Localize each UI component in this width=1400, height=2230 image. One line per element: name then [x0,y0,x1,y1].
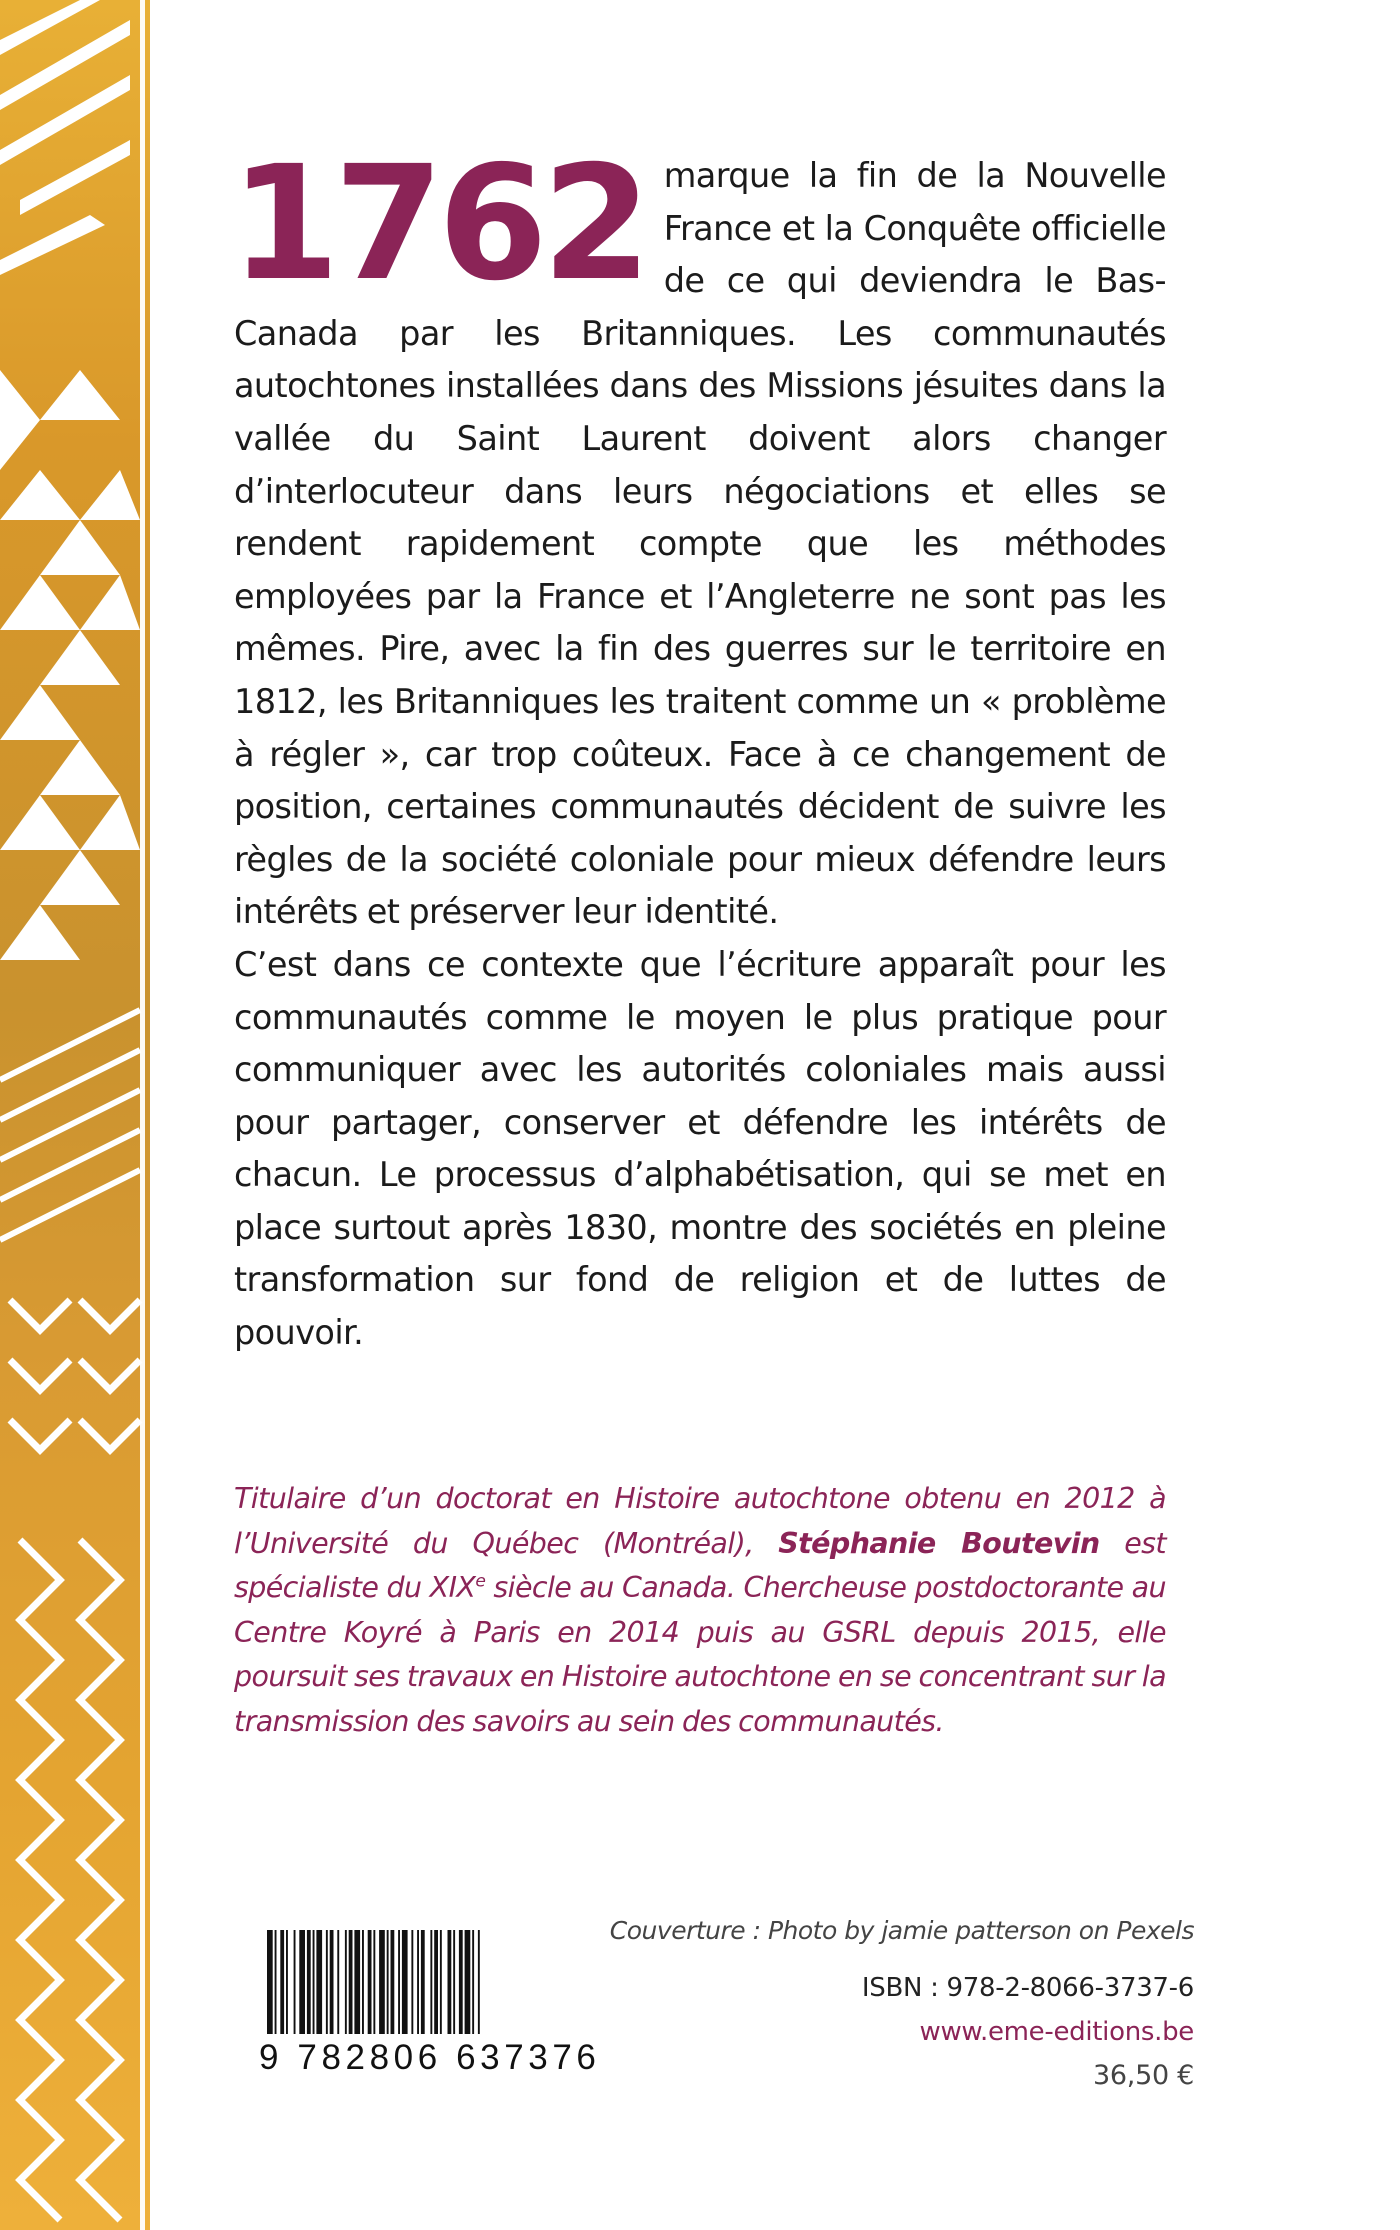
barcode-bar [472,1930,474,2034]
summary-text [230,132,1166,1360]
barcode-bar [453,1930,455,2034]
barcode-bar [299,1930,305,2034]
barcode-bar [326,1930,328,2034]
barcode-icon [259,1930,559,2040]
barcode-bar [330,1930,334,2034]
barcode-bar [448,1930,452,2034]
barcode-bar [294,1930,296,2034]
barcode-bar [465,1930,471,2034]
barcode-bar [379,1930,385,2034]
barcode-bar [434,1930,438,2034]
barcode-bar [430,1930,432,2034]
summary-paragraph-2: C’est dans ce contexte que l’écriture apparaît pour les communautés comme le moyen le plus pratique pour communiquer avec les autorités coloniales mais aussi pour partager, conserver et défendre les intérêts de chacun. Le processus d’alphabétisation, qui se met en place surtout après 1830, montre des sociétés en pleine transformation sur fond de religion et de luttes de pouvoir. [234,944,1166,1353]
author-bio [234,1477,1166,1745]
barcode-bar [387,1930,389,2034]
bio-text-end: siècle au Canada. Chercheuse postdoctorante au Centre Koyré à Paris en 2014 puis au GSRL depuis 2015, elle poursuit ses travaux en Histoire autochtone en se concentrant sur la transmission des savoirs au sein des communautés. [234,1571,1166,1738]
decorative-pattern-strip [0,0,156,2230]
barcode-bar [275,1930,277,2034]
publication-credits [610,1910,1194,2098]
barcode-bar [349,1930,353,2034]
barcode-bar [267,1930,273,2034]
barcode-bar [398,1930,400,2034]
back-cover-summary [230,132,1166,1360]
barcode-bar [345,1930,347,2034]
barcode-digits: 9 782806 637376 [259,2038,601,2077]
barcode-bar [373,1930,375,2034]
isbn-barcode [259,1930,601,2085]
barcode-bar [391,1930,395,2034]
barcode-bar [417,1930,419,2034]
author-name: Stéphanie Boutevin [778,1526,1100,1560]
cover-photo-credit: Couverture : Photo by jamie patterson on Pexels [609,1916,1194,1945]
summary-paragraph-1: marque la fin de la Nouvelle France et la Conquête officielle de ce qui deviendra le Bas-Canada par les Britanniques. Les communautés autochtones installées dans des Missions jésuites dans la vallée du Saint Laurent doivent alors changer d’interlocuteur dans leurs négociations et elles se rendent rapidement compte que les méthodes employées par la France et l’Angleterre ne sont pas les mêmes. Pire, avec la fin des guerres sur le territoire en 1812, les Britanniques les traitent comme un « problème à régler », car trop coûteux. Face à ce changement de position, certaines communautés décident de suivre les règles de la société coloniale pour mieux défendre leurs intérêts et préserver leur identité. [234,156,1166,932]
bio-text-start: Titulaire d’un doctorat en Histoire autochtone obtenu en 2012 à l’Université du Québec (Montréal), [234,1482,1166,1560]
price: 36,50 € [1093,2060,1194,2091]
century-superscript: e [475,1571,486,1592]
bio-text-middle: est spécialiste du XIX [234,1526,1167,1605]
dropcap-year: 1762 [230,132,646,316]
isbn-number: ISBN : 978-2-8066-3737-6 [861,1973,1194,2003]
barcode-bar [402,1930,408,2034]
barcode-bar [354,1930,360,2034]
barcode-bar [440,1930,442,2034]
barcode-bar [307,1930,311,2034]
barcode-bar [421,1930,425,2034]
barcode-bar [316,1930,322,2034]
barcode-bar [459,1930,463,2034]
barcode-bar [313,1930,315,2034]
barcode-bar [411,1930,413,2034]
barcode-bar [362,1930,364,2034]
tribal-pattern-icon [0,0,156,2230]
barcode-bar [337,1930,339,2034]
barcode-bar [280,1930,284,2034]
barcode-bar [478,1930,480,2034]
barcode-bar [368,1930,372,2034]
barcode-bar [286,1930,288,2034]
publisher-website-link[interactable]: www.eme-editions.be [919,2017,1194,2047]
